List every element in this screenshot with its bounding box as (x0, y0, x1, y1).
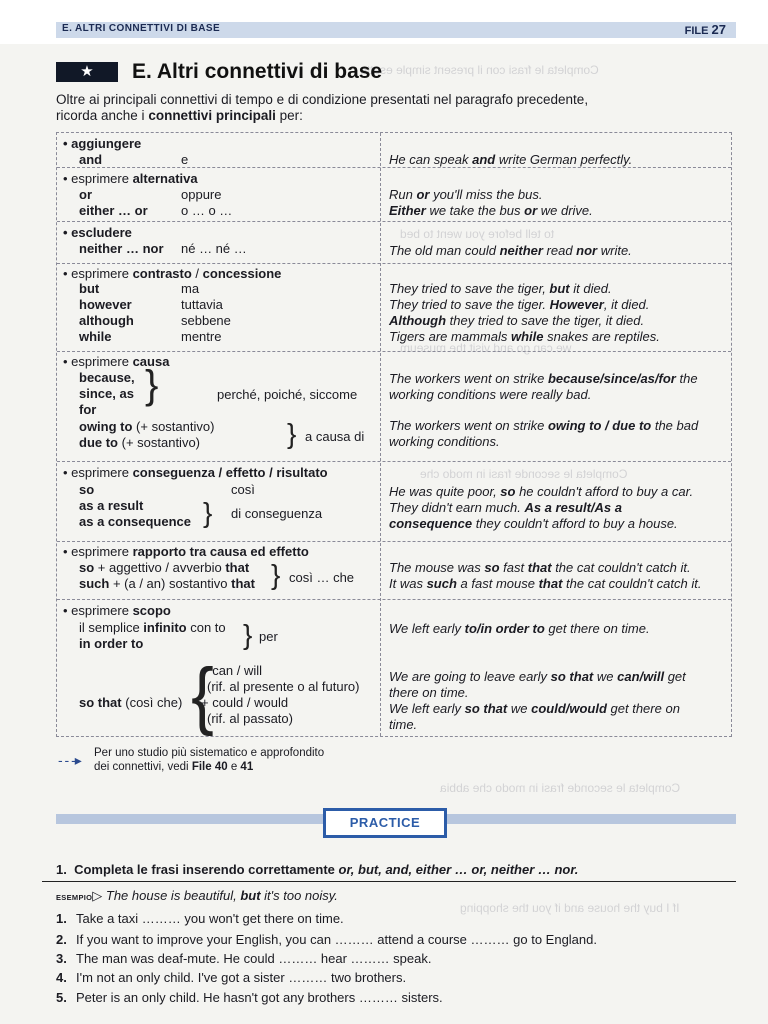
conn-so: so (79, 482, 95, 497)
ita-ne-ne: né … né … (181, 241, 247, 256)
brace: } (243, 619, 253, 650)
row-aggiungere-head: • aggiungere (63, 136, 142, 151)
example-as-a-result-cont: consequence they couldn't afford to buy a house. (389, 516, 678, 531)
ita-o-o: o … o … (181, 203, 233, 218)
so-that-present-note: (rif. al presente o al futuro) (207, 679, 360, 694)
example-but: They tried to save the tiger, but it died. (389, 281, 612, 296)
example-owing-to: The workers went on strike owing to / due to the bad (389, 418, 699, 433)
row-divider (57, 221, 731, 222)
row-contrasto-head: • esprimere contrasto / concessione (63, 266, 282, 281)
example-to-in-order-to: We left early to/in order to get there on time. (389, 621, 650, 636)
row-causa-head: • esprimere causa (63, 354, 170, 369)
ghost-text: Completa le frasi con il present simple esatte (360, 63, 599, 77)
row-divider (57, 541, 731, 542)
example-because: The workers went on strike because/since/as/for the (389, 371, 698, 386)
ita-di-conseguenza: di conseguenza (231, 506, 323, 521)
example-so-that-can-cont: there on time. (389, 685, 469, 700)
exercise-item: 2. If you want to improve your English, you can ……… attend a course ……… go to England. (56, 932, 597, 947)
brace: } (191, 653, 214, 737)
so-that-past: + could / would (201, 695, 289, 710)
conn-while: while (79, 329, 112, 344)
ita-e: e (181, 152, 189, 167)
row-escludere-head: • escludere (63, 225, 132, 240)
exercise-item: 1. Take a taxi ……… you won't get there on time. (56, 911, 344, 926)
page-title: E. Altri connettivi di base (132, 60, 383, 83)
conn-because: because, (79, 370, 135, 385)
row-scopo-head: • esprimere scopo (63, 603, 171, 618)
example-however: They tried to save the tiger. However, it died. (389, 297, 650, 312)
conn-since-as: since, as (79, 386, 134, 401)
practice-label: PRACTICE (323, 808, 447, 838)
cross-reference-note: Per uno studio più sistematico e approfondito dei connettivi, vedi File 40 e 41 (94, 747, 325, 773)
ita-ma: ma (181, 281, 200, 296)
section-label: E. ALTRI CONNETTIVI DI BASE (62, 23, 221, 34)
brace: } (145, 363, 159, 407)
brace: } (271, 559, 281, 590)
row-divider (57, 599, 731, 600)
row-divider (57, 263, 731, 264)
example-while: Tigers are mammals while snakes are reptiles. (389, 329, 660, 344)
example-so-that-can: We are going to leave early so that we can/will get (389, 669, 686, 684)
ita-tuttavia: tuttavia (181, 297, 223, 312)
column-divider (380, 133, 381, 736)
conn-so-that: so + aggettivo / avverbio that (79, 560, 250, 575)
ita-cosi: così (231, 482, 255, 497)
example-either-or: Either we take the bus or we drive. (389, 203, 593, 218)
conn-as-a-consequence: as a consequence (79, 514, 191, 529)
example-owing-to-cont: working conditions. (389, 434, 500, 449)
conn-in-order-to: in order to (79, 636, 144, 651)
ita-a-causa-di: a causa di (305, 429, 365, 444)
row-conseguenza-head: • esprimere conseguenza / effetto / risultato (63, 465, 328, 480)
ita-perche: perché, poiché, siccome (217, 387, 358, 402)
exercise-example: ESEMPIO▷ The house is beautiful, but it's too noisy. (56, 888, 338, 903)
conn-but: but (79, 281, 100, 296)
conn-or: or (79, 187, 92, 202)
row-divider (57, 461, 731, 462)
ita-mentre: mentre (181, 329, 222, 344)
example-so-that-could: We left early so that we could/would get there on (389, 701, 680, 716)
exercise-item: 3. The man was deaf-mute. He could ……… hear ……… speak. (56, 951, 432, 966)
brace: } (287, 418, 297, 449)
conn-such-that: such + (a / an) sostantivo that (79, 576, 255, 591)
example-so: He was quite poor, so he couldn't afford to buy a car. (389, 484, 694, 499)
ita-per: per (259, 629, 278, 644)
so-that-present: + can / will (201, 663, 263, 678)
example-because-cont: working conditions were really bad. (389, 387, 592, 402)
star-icon: ★ (56, 62, 118, 82)
exercise-rule (42, 881, 736, 882)
so-that-past-note: (rif. al passato) (207, 711, 293, 726)
conn-and: and (79, 152, 103, 167)
ita-sebbene: sebbene (181, 313, 231, 328)
conn-although: although (79, 313, 134, 328)
ghost-text: Completa le seconde frasi in modo che (420, 467, 628, 481)
ita-cosi-che: così … che (289, 570, 355, 585)
row-rapporto-head: • esprimere rapporto tra causa ed effetto (63, 544, 309, 559)
example-although: Although they tried to save the tiger, it died. (389, 313, 645, 328)
conn-however: however (79, 297, 132, 312)
conn-as-a-result: as a result (79, 498, 144, 513)
row-alternativa-head: • esprimere alternativa (63, 171, 198, 186)
example-such-that: It was such a fast mouse that the cat couldn't catch it. (389, 576, 702, 591)
example-as-a-result: They didn't earn much. As a result/As a (389, 500, 622, 515)
conn-for: for (79, 402, 97, 417)
intro-paragraph: Oltre ai principali connettivi di tempo e di condizione presentati nel paragrafo precedente, ricorda anche i connettivi principali per: (56, 92, 589, 123)
ghost-text: If I buy the house and if you the shopping (460, 901, 680, 915)
example-or: Run or you'll miss the bus. (389, 187, 543, 202)
ghost-text: we can go and visit the museum (400, 341, 572, 355)
connectives-table (56, 132, 732, 737)
conn-due-to: due to (+ sostantivo) (79, 435, 201, 450)
example-so-that-could-cont: time. (389, 717, 418, 732)
row-divider (57, 351, 731, 352)
running-header (56, 22, 736, 38)
exercise-instruction: 1. Completa le frasi inserendo correttamente or, but, and, either … or, neither … nor. (56, 862, 579, 877)
conn-neither-nor: neither … nor (79, 241, 164, 256)
ghost-text: Completa le seconde frasi in modo che abbia (440, 781, 681, 795)
brace: } (203, 497, 213, 528)
ghost-text: to tell before you went to bed (400, 227, 555, 241)
example-neither-nor: The old man could neither read nor write. (389, 243, 632, 258)
example-so-that: The mouse was so fast that the cat couldn't catch it. (389, 560, 691, 575)
conn-owing-to: owing to (+ sostantivo) (79, 419, 215, 434)
conn-infinitive: il semplice infinito con to (79, 620, 226, 635)
conn-so-that-purpose: so that (così che) (79, 695, 183, 710)
conn-either-or: either … or (79, 203, 148, 218)
exercise-item: 5. Peter is an only child. He hasn't got any brothers ……… sisters. (56, 990, 443, 1005)
exercise-item: 4. I'm not an only child. I've got a sister ……… two brothers. (56, 970, 407, 985)
example-and: He can speak and write German perfectly. (389, 152, 633, 167)
file-number: FILE 27 (684, 22, 726, 37)
ita-oppure: oppure (181, 187, 222, 202)
arrow-icon: - - -▸ (58, 752, 81, 768)
